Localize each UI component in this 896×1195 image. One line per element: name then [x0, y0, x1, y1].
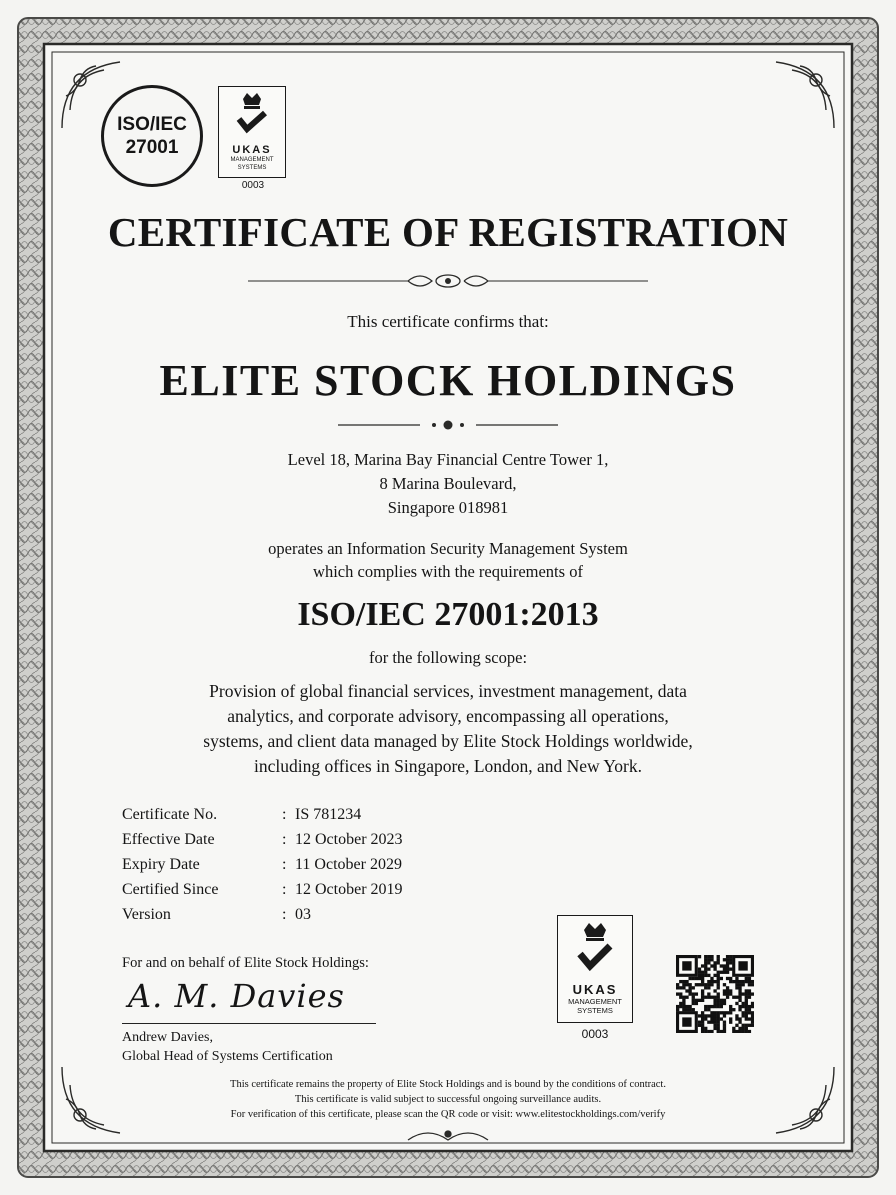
detail-colon: : — [282, 831, 287, 848]
scope-text — [0, 679, 896, 779]
company-name: ELITE STOCK HOLDINGS — [159, 356, 737, 405]
detail-colon: : — [282, 906, 287, 923]
signature: A. M. Davies — [128, 977, 345, 1015]
qr-code-icon[interactable] — [676, 955, 754, 1033]
detail-label-expiry-date: Expiry Date — [122, 856, 200, 873]
footer-line-1: This certificate remains the property of Elite Stock Holdings and is bound by the conditions of contract. — [230, 1079, 666, 1090]
signer-block — [122, 1028, 333, 1066]
ukas-mark-bottom — [557, 915, 633, 1023]
ukas-bottom-line2: SYSTEMS — [577, 1006, 613, 1015]
detail-colon: : — [282, 806, 287, 823]
detail-value-certified-since: 12 October 2019 — [295, 881, 403, 898]
footer-line-3: For verification of this certificate, please scan the QR code or visit: www.elitestockholdings.com/verify — [230, 1109, 666, 1120]
crown-check-icon — [219, 87, 285, 139]
scope-line-3: systems, and client data managed by Elite Stock Holdings worldwide, — [203, 731, 693, 751]
ukas-mark-top — [218, 86, 286, 178]
detail-value-certificate-no: IS 781234 — [295, 806, 362, 823]
operates-statement — [0, 537, 896, 583]
iso-27001-badge — [101, 85, 203, 187]
detail-value-version: 03 — [295, 906, 311, 923]
footer-notes — [0, 1077, 896, 1122]
iso-badge-line1: ISO/IEC — [117, 114, 187, 135]
address-line-2: 8 Marina Boulevard, — [379, 474, 517, 493]
certificate-title: CERTIFICATE OF REGISTRATION — [107, 209, 789, 255]
signer-role: Global Head of Systems Certification — [122, 1049, 333, 1064]
signer-name: Andrew Davies, — [122, 1030, 213, 1045]
address-line-3: Singapore 018981 — [387, 498, 509, 517]
standard-name: ISO/IEC 27001:2013 — [297, 596, 599, 633]
ukas-top-number: 0003 — [241, 180, 265, 191]
confirms-text: This certificate confirms that: — [347, 312, 549, 331]
ukas-top-brand: UKAS — [232, 144, 272, 156]
on-behalf-text: For and on behalf of Elite Stock Holdings: — [122, 955, 369, 971]
detail-value-effective-date: 12 October 2023 — [295, 831, 403, 848]
address-line-1: Level 18, Marina Bay Financial Centre Tower 1, — [287, 450, 609, 469]
detail-colon: : — [282, 881, 287, 898]
footer-line-2: This certificate is valid subject to successful ongoing surveillance audits. — [294, 1094, 602, 1105]
iso-badge-line2: 27001 — [125, 137, 179, 158]
scope-line-1: Provision of global financial services, investment management, data — [209, 681, 687, 701]
operates-line-2: which complies with the requirements of — [313, 562, 583, 581]
ukas-bottom-line1: MANAGEMENT — [568, 997, 622, 1006]
detail-label-effective-date: Effective Date — [122, 831, 215, 848]
ukas-top-line2: SYSTEMS — [237, 165, 267, 171]
company-divider — [338, 415, 558, 435]
scope-line-4: including offices in Singapore, London, and New York. — [253, 756, 643, 776]
detail-value-expiry-date: 11 October 2029 — [295, 856, 402, 873]
detail-label-version: Version — [122, 906, 171, 923]
detail-label-certified-since: Certified Since — [122, 881, 219, 898]
detail-label-certificate-no: Certificate No. — [122, 806, 218, 823]
detail-colon: : — [282, 856, 287, 873]
ukas-bottom-brand: UKAS — [572, 982, 618, 997]
scope-label: for the following scope: — [368, 648, 528, 667]
company-address — [0, 448, 896, 520]
ukas-top-line1: MANAGEMENT — [230, 157, 274, 163]
scope-line-2: analytics, and corporate advisory, encompassing all operations, — [227, 706, 669, 726]
operates-line-1: operates an Information Security Management System — [268, 539, 628, 558]
crown-check-icon — [558, 916, 632, 978]
ukas-bottom-number: 0003 — [581, 1027, 609, 1041]
signature-line — [122, 1023, 376, 1024]
title-divider — [248, 266, 648, 296]
